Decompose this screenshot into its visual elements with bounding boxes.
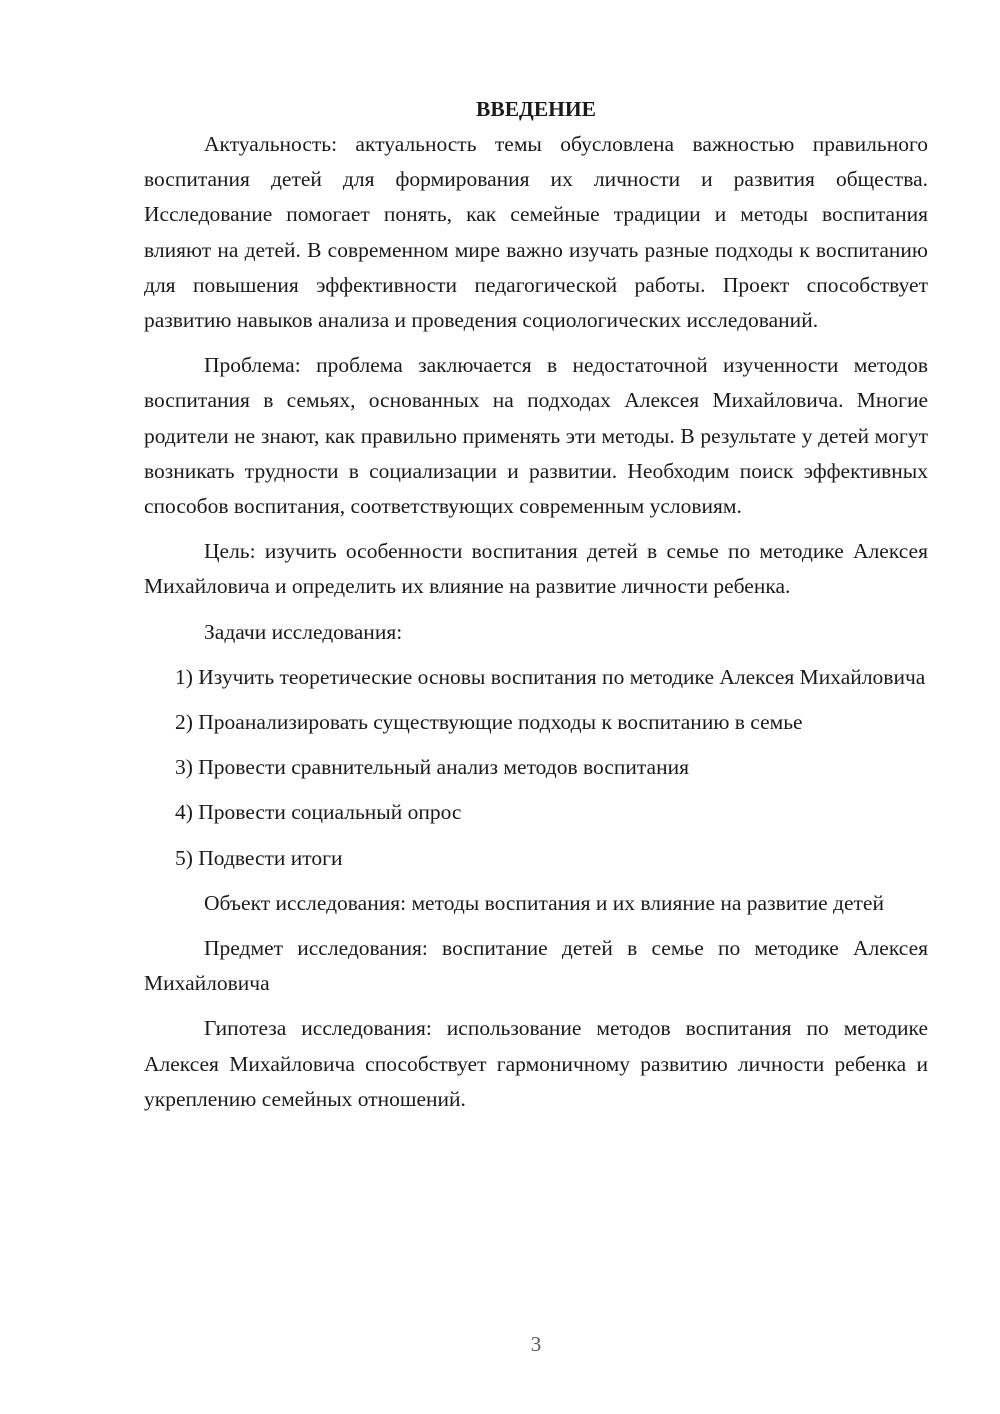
document-page (144, 92, 928, 1127)
goal-paragraph: Цель: изучить особенности воспитания детей в семье по методике Алексея Михайловича и определить их влияние на развитие личности ребенка. (144, 539, 928, 599)
task-item: 2) Проанализировать существующие подходы к воспитанию в семье (175, 710, 803, 735)
section-title: ВВЕДЕНИЕ (476, 97, 596, 121)
page-number: 3 (530, 1332, 542, 1356)
task-item: 3) Провести сравнительный анализ методов воспитания (175, 755, 689, 780)
relevance-paragraph: Актуальность: актуальность темы обусловлена важностью правильного воспитания детей для формирования их личности и развития общества. Исследование помогает понять, как семейные традиции и методы воспитания влияют на детей. В современном мире важно изучать разные подходы к воспитанию для повышения эффективности педагогической работы. Проект способствует развитию навыков анализа и проведения социологических исследований. (144, 132, 928, 333)
subject-paragraph: Предмет исследования: воспитание детей в семье по методике Алексея Михайловича (144, 936, 928, 996)
task-item: 4) Провести социальный опрос (175, 800, 462, 825)
object-paragraph: Объект исследования: методы воспитания и их влияние на развитие детей (204, 890, 884, 915)
problem-paragraph: Проблема: проблема заключается в недостаточной изученности методов воспитания в семьях, основанных на подходах Алексея Михайловича. Многие родители не знают, как правильно применять эти методы. В результате у детей могут возникать трудности в социализации и развитии. Необходим поиск эффективных способов воспитания, соответствующих современным условиям. (144, 353, 928, 519)
hypothesis-paragraph: Гипотеза исследования: использование методов воспитания по методике Алексея Михайловича способствует гармоничному развитию личности ребенка и укреплению семейных отношений. (144, 1016, 928, 1111)
task-item: 5) Подвести итоги (175, 845, 343, 870)
tasks-heading: Задачи исследования: (204, 619, 403, 644)
task-item: 1) Изучить теоретические основы воспитания по методике Алексея Михайловича (175, 664, 926, 689)
